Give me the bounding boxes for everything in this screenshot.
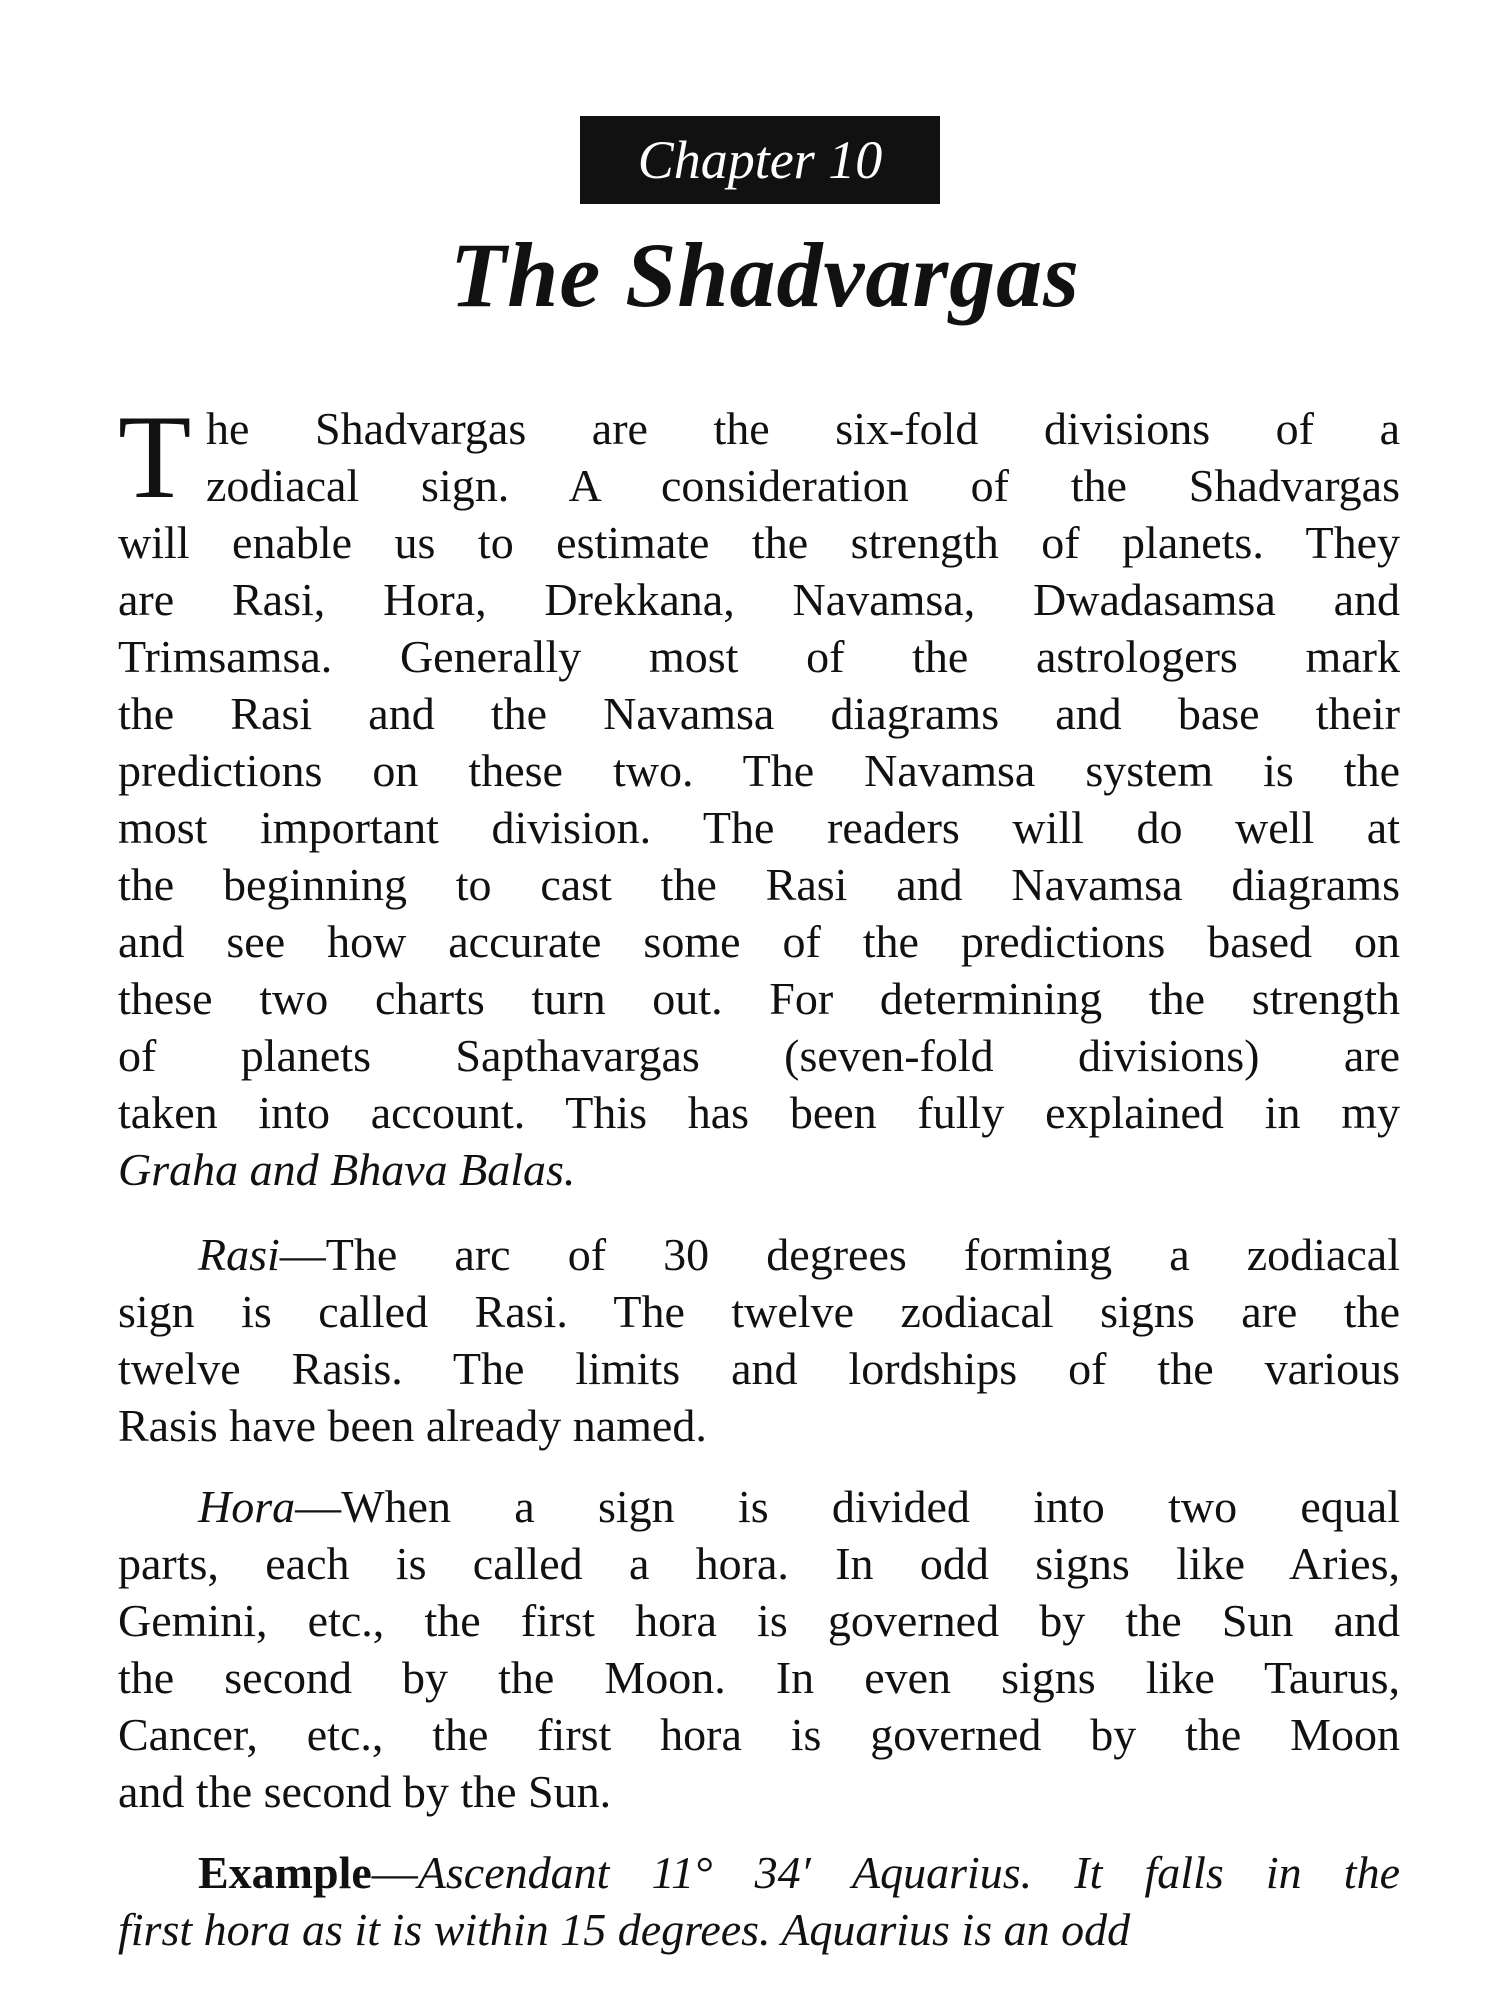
text-line <box>118 970 1400 1027</box>
text-run: Trimsamsa. Generally most of the astrologers mark <box>118 631 1400 682</box>
text-line <box>118 1478 1400 1535</box>
text-line <box>118 1535 1400 1592</box>
text-run: the beginning to cast the Rasi and Navamsa diagrams <box>118 859 1400 910</box>
text-line <box>118 856 1400 913</box>
text-run: sign is called Rasi. The twelve zodiacal signs are the <box>118 1286 1400 1337</box>
drop-cap: T <box>118 400 192 514</box>
paragraph-intro <box>118 400 1400 1198</box>
text-run: —The arc of 30 degrees forming a zodiacal <box>279 1229 1400 1280</box>
text-run: the Rasi and the Navamsa diagrams and base their <box>118 688 1400 739</box>
text-run: predictions on these two. The Navamsa system is the <box>118 745 1400 796</box>
text-line <box>118 913 1400 970</box>
chapter-label-box <box>580 116 940 204</box>
italic-run: Graha and Bhava Balas. <box>118 1144 576 1195</box>
text-line <box>118 1084 1400 1141</box>
text-run: of planets Sapthavargas (seven-fold divisions) are <box>118 1030 1400 1081</box>
text-run: will enable us to estimate the strength of planets. They <box>118 517 1400 568</box>
text-run: —When a sign is divided into two equal <box>295 1481 1400 1532</box>
text-run: zodiacal sign. A consideration of the Shadvargas <box>206 460 1400 511</box>
italic-run: first hora as it is within 15 degrees. Aquarius is an odd <box>118 1904 1131 1955</box>
text-line <box>118 1706 1400 1763</box>
paragraph-rasi <box>118 1226 1400 1454</box>
paragraph-hora <box>118 1478 1400 1820</box>
italic-run: Rasi <box>198 1229 280 1280</box>
italic-run: Hora <box>198 1481 296 1532</box>
text-run: these two charts turn out. For determining the strength <box>118 973 1400 1024</box>
text-run: and see how accurate some of the predictions based on <box>118 916 1400 967</box>
text-line <box>118 1283 1400 1340</box>
text-run: and the second by the Sun. <box>118 1766 612 1817</box>
text-run: — <box>371 1847 418 1898</box>
text-line <box>118 1226 1400 1283</box>
text-run: most important division. The readers will do well at <box>118 802 1400 853</box>
text-line <box>118 1901 1400 1958</box>
text-line <box>118 400 1400 457</box>
paragraph-example <box>118 1844 1400 1958</box>
text-run: parts, each is called a hora. In odd signs like Aries, <box>118 1538 1400 1589</box>
text-run: twelve Rasis. The limits and lordships of the various <box>118 1343 1400 1394</box>
text-line <box>118 628 1400 685</box>
text-line <box>118 685 1400 742</box>
text-line <box>118 1763 1400 1820</box>
text-run: the second by the Moon. In even signs like Taurus, <box>118 1652 1400 1703</box>
text-run: taken into account. This has been fully explained in my <box>118 1087 1400 1138</box>
text-line <box>118 1141 1400 1198</box>
text-line <box>118 1592 1400 1649</box>
text-line <box>118 457 1400 514</box>
text-line <box>118 1340 1400 1397</box>
text-line <box>118 742 1400 799</box>
text-line <box>118 1027 1400 1084</box>
bold-run: Example <box>198 1847 372 1898</box>
text-run: Cancer, etc., the first hora is governed by the Moon <box>118 1709 1400 1760</box>
text-run: Rasis have been already named. <box>118 1400 707 1451</box>
text-run: are Rasi, Hora, Drekkana, Navamsa, Dwadasamsa and <box>118 574 1400 625</box>
chapter-label: Chapter 10 <box>637 130 883 190</box>
text-run: he Shadvargas are the six-fold divisions of a <box>206 403 1400 454</box>
chapter-title: The Shadvargas <box>450 224 1080 326</box>
text-run: Gemini, etc., the first hora is governed by the Sun and <box>118 1595 1400 1646</box>
text-line <box>118 1397 1400 1454</box>
text-line <box>118 1844 1400 1901</box>
text-line <box>118 571 1400 628</box>
italic-run: Ascendant 11° 34′ Aquarius. It falls in the <box>417 1847 1400 1898</box>
text-line <box>118 514 1400 571</box>
text-line <box>118 1649 1400 1706</box>
text-line <box>118 799 1400 856</box>
